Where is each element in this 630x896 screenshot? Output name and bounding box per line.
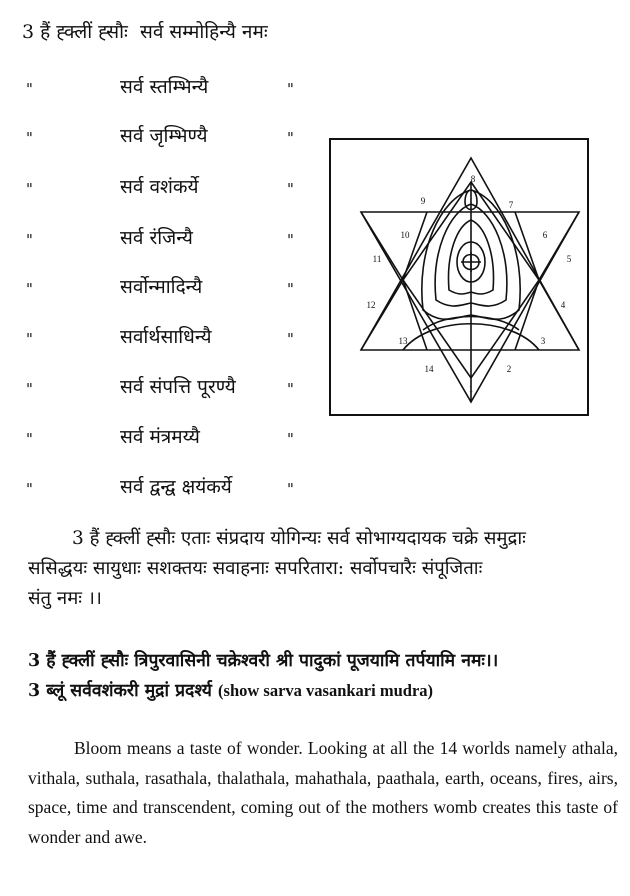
ditto-mark: " bbox=[287, 380, 294, 398]
mudra-devanagari: 3 ब्लूं सर्ववशंकरी मुद्रां प्रदर्श्य bbox=[28, 681, 212, 701]
triangle-number: 10 bbox=[400, 230, 410, 240]
english-paragraph bbox=[28, 734, 618, 852]
triangle-number: 9 bbox=[420, 196, 426, 206]
ditto-mark: " bbox=[287, 80, 294, 98]
ditto-mark: " bbox=[26, 180, 33, 198]
heading-line bbox=[22, 18, 268, 44]
paragraph-2-line-1: 3 हैं ह्क्लीं ह्सौः त्रिपुरवासिनी चक्रेश्वरी श्री पादुकां पूजयामि तर्पयामि नमः।। bbox=[28, 651, 499, 671]
ditto-mark: " bbox=[26, 480, 33, 498]
ditto-mark: " bbox=[287, 129, 294, 147]
list-item: सर्व संपत्ति पूरण्यै bbox=[120, 376, 236, 398]
lotus-icon bbox=[461, 252, 481, 272]
ditto-mark: " bbox=[26, 380, 33, 398]
triangle-number: 6 bbox=[542, 230, 548, 240]
list-item: सर्व द्वन्द्व क्षयंकर्ये bbox=[120, 476, 232, 498]
list-item: सर्वोन्मादिन्यै bbox=[120, 276, 203, 298]
list-item: सर्व वशंकर्ये bbox=[120, 176, 199, 198]
triangle-number: 3 bbox=[540, 336, 546, 346]
yantra-diagram bbox=[329, 138, 589, 416]
triangle-number: 11 bbox=[372, 254, 382, 264]
ditto-mark: " bbox=[26, 80, 33, 98]
paragraph-2-line-2 bbox=[28, 676, 628, 706]
triangle-number: 5 bbox=[566, 254, 572, 264]
mudra-english: (show sarva vasankari mudra) bbox=[218, 681, 434, 700]
ditto-mark: " bbox=[26, 280, 33, 298]
triangle-number: 13 bbox=[398, 336, 408, 346]
ditto-mark: " bbox=[26, 129, 33, 147]
triangle-number: 4 bbox=[560, 300, 566, 310]
outer-triangle-down bbox=[361, 212, 579, 402]
petal-line bbox=[361, 212, 403, 280]
triangle-number: 1 bbox=[468, 384, 474, 394]
list-item: सर्व मंत्रमय्यै bbox=[120, 426, 200, 448]
yantra-svg bbox=[331, 140, 587, 414]
ditto-mark: " bbox=[26, 430, 33, 448]
list-item: सर्व स्तम्भिन्यै bbox=[120, 76, 209, 98]
paragraph-1 bbox=[28, 524, 623, 614]
triangle-number: 2 bbox=[506, 364, 512, 374]
paragraph-1-line-3: संतु नमः ।। bbox=[28, 588, 102, 609]
ditto-mark: " bbox=[287, 480, 294, 498]
english-paragraph-text: Bloom means a taste of wonder. Looking at all the 14 worlds namely athala, vithala, suthala, rasathala, thalathala, mahathala, paathala, earth, oceans, fires, airs, space, time and transcendent, coming out of the mothers womb creates this taste of wonder and awe. bbox=[28, 738, 618, 847]
ditto-mark: " bbox=[287, 231, 294, 249]
list-item: सर्व जृम्भिण्यै bbox=[120, 125, 208, 147]
ditto-mark: " bbox=[287, 330, 294, 348]
list-item: सर्वार्थसाधिन्यै bbox=[120, 326, 212, 348]
paragraph-1-line-2: ससिद्धयः सायुधाः सशक्तयः सवाहनाः सपरितारा: सर्वोपचारैः संपूजिताः bbox=[28, 558, 483, 579]
ditto-mark: " bbox=[26, 231, 33, 249]
petal-line bbox=[539, 212, 579, 280]
paragraph-2 bbox=[28, 646, 628, 706]
heading-text: सर्व सम्मोहिन्यै नमः bbox=[139, 21, 268, 43]
triangle-number: 7 bbox=[508, 200, 514, 210]
ditto-mark: " bbox=[287, 280, 294, 298]
petal-line bbox=[361, 280, 403, 350]
ditto-mark: " bbox=[26, 330, 33, 348]
ditto-mark: " bbox=[287, 430, 294, 448]
triangle-number: 12 bbox=[366, 300, 376, 310]
paragraph-1-line-1: 3 हैं ह्क्लीं ह्सौः एताः संप्रदाय योगिन्यः सर्व सोभाग्यदायक चक्रे समुद्राः bbox=[72, 528, 526, 549]
ditto-mark: " bbox=[287, 180, 294, 198]
triangle-number: 8 bbox=[470, 174, 476, 184]
heading-prefix: 3 हैं ह्क्लीं ह्सौः bbox=[22, 21, 128, 43]
list-item: सर्व रंजिन्यै bbox=[120, 227, 193, 249]
triangle-number: 14 bbox=[424, 364, 434, 374]
